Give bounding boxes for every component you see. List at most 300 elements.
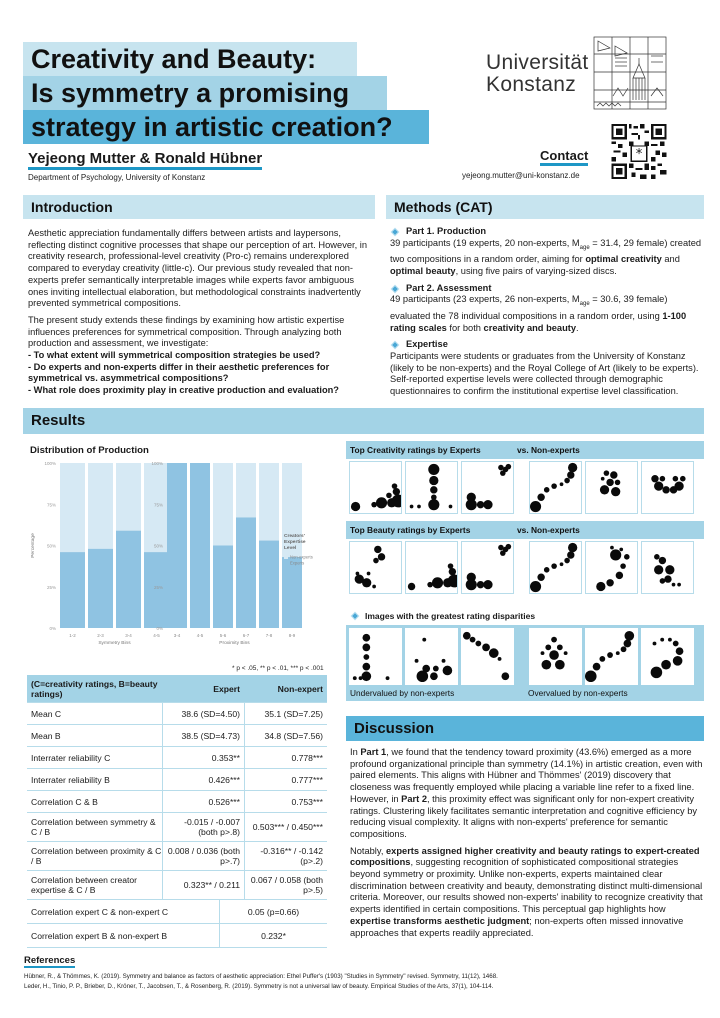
references-heading: References: [24, 955, 76, 966]
disc: [362, 578, 371, 587]
university-name: [486, 51, 589, 96]
table-header-row: [27, 675, 327, 703]
table-cell: Correlation between symmetry & C / B: [31, 817, 156, 837]
legend-entry: Non-experts: [290, 554, 313, 560]
disc-composition-icon: [642, 542, 693, 593]
disc: [429, 476, 438, 485]
disc: [610, 471, 617, 478]
contact-heading: Contact: [540, 148, 588, 166]
disc: [567, 551, 574, 558]
references-list: [24, 972, 714, 992]
text: expertise transforms aesthetic judgment: [350, 915, 530, 926]
disc: [611, 487, 620, 496]
disc: [506, 464, 512, 470]
introduction-heading: Introduction: [23, 195, 375, 219]
methods-item-title: Expertise: [406, 339, 448, 350]
x-tick-label: 6-7: [242, 633, 250, 638]
bar-non-experts-1-2: [60, 463, 85, 552]
disc: [585, 670, 597, 682]
bar-experts-3-4: [167, 463, 187, 628]
x-tick-label: 4-5: [196, 633, 204, 638]
disc: [351, 502, 360, 511]
table-cell: 0.067 / 0.058 (both p>.5): [244, 871, 327, 899]
creativity-thumbnail: [585, 461, 638, 514]
text: = 30.6, 39 female) evaluated the 78 individual compositions in a random order, using: [390, 294, 668, 321]
text: , we found that the tendency toward proximity (43.6%) emerged as a more profound organizational principle than symmetry (14.1%) in artistic creation, even with paired elements. This aligns with Hübner and Thömmes' (2019) discovery that closeness was frequently employed while placing a variable line refer to a fixed line. However, in: [350, 747, 703, 804]
y-tick-label: 0%: [49, 626, 56, 631]
disc: [542, 660, 552, 670]
text: 39 participants (19 experts, 20 non-experts, M: [390, 237, 580, 248]
disc: [482, 643, 490, 651]
disc: [680, 476, 686, 482]
university-line-1: Universität: [486, 51, 589, 74]
creativity-thumbnail: [349, 461, 402, 514]
disc: [596, 582, 605, 591]
methods-item-expertise: [390, 339, 704, 398]
significance-note: * p < .05, ** p < .01, *** p < .001: [232, 665, 324, 672]
disc: [392, 483, 398, 489]
svg-text:*: *: [635, 147, 643, 163]
table-row: [27, 871, 327, 900]
table-cell: 0.05 (p=0.66): [219, 900, 327, 923]
x-tick-label: 7-8: [265, 633, 273, 638]
table-row: [27, 900, 327, 924]
text: , suggesting recognition of sophisticated compositional strategies beyond symmetry or proximity. Unlike non-experts, experts maintained clear discrimination between creativity and beauty, demonstrating distinct multi-dimensional criteria. Moreover, our results showed non-experts' inability to recognize creativity that experts identified in certain compositions. This perceptual gap highlights how: [350, 857, 703, 915]
disc: [615, 480, 621, 486]
disc: [483, 580, 492, 589]
text: = 31.4, 29 female) created two compositions in a random order, aiming for: [390, 237, 702, 265]
x-tick-label: 5-6: [219, 633, 227, 638]
disc: [665, 565, 674, 574]
table-cell: 0.426***: [162, 769, 244, 790]
authors: Yejeong Mutter & Ronald Hübner: [28, 150, 262, 170]
disc: [506, 544, 512, 550]
disc-composition-icon: [529, 628, 582, 685]
text: Part 2: [401, 793, 427, 804]
reference-item: Leder, H., Tinio, P. P., Brieber, D., Kröner, T., Jacobsen, T., & Rosenberg, R. (2019). Symmetry is not a universal law of beauty. Empirical Studies of the Arts, 37(1), 104-114.: [24, 983, 494, 990]
disc: [415, 659, 419, 663]
diamond-bullet-icon: [391, 284, 399, 292]
bar-non-experts-5-6: [213, 463, 233, 546]
creativity-experts-label: Top Creativity ratings by Experts: [350, 445, 481, 455]
bar-non-experts-7-8: [259, 463, 279, 541]
disc: [610, 549, 621, 560]
disc: [544, 567, 550, 573]
disc: [463, 632, 471, 640]
disc: [489, 648, 499, 658]
disc: [537, 494, 544, 501]
y-tick-label: 100%: [151, 461, 163, 466]
disc-composition-icon: [586, 462, 637, 513]
disc: [549, 650, 559, 660]
disc: [393, 488, 400, 495]
disc: [433, 666, 439, 672]
disc: [560, 482, 564, 486]
disc: [367, 572, 371, 576]
table-cell: 0.008 / 0.036 (both p>.7): [162, 842, 244, 870]
diamond-bullet-icon: [391, 341, 399, 349]
disc: [500, 550, 506, 556]
legend-swatch-experts: [284, 561, 288, 565]
creativity-thumbnail: [461, 461, 514, 514]
disc: [362, 634, 370, 642]
qr-code-icon[interactable]: [611, 124, 667, 179]
disc: [378, 553, 385, 560]
disc: [477, 501, 484, 508]
title-line-3: strategy in artistic creation?: [23, 110, 429, 144]
disparity-thumbnail: [349, 628, 402, 685]
disc-composition-icon: [585, 628, 638, 685]
disc: [673, 641, 679, 647]
text: 49 participants (23 experts, 26 non-experts, M: [390, 294, 580, 305]
beauty-thumbnail: [405, 541, 458, 594]
disc: [362, 671, 372, 681]
methods-item-assessment: [390, 283, 704, 335]
table-cell: 0.323** / 0.211: [162, 871, 244, 899]
disc: [660, 578, 666, 584]
text: experts assigned higher creativity and beauty ratings to expert-created compositions: [350, 845, 700, 868]
statistics-table: [27, 675, 327, 948]
distribution-chart: [28, 460, 338, 660]
disc: [551, 483, 557, 489]
legend-title: Creators': [284, 534, 305, 539]
table-row: [27, 769, 327, 791]
disc: [607, 652, 613, 658]
x-axis-label: Symmetry Bins: [98, 641, 131, 646]
table-row: [27, 813, 327, 842]
disc: [668, 638, 672, 642]
disc: [422, 638, 426, 642]
legend-title: Level: [284, 546, 297, 551]
disc: [651, 667, 663, 679]
table-cell: Mean C: [31, 708, 62, 719]
creativity-thumbnail: [641, 461, 694, 514]
disc-composition-icon: [462, 542, 513, 593]
x-tick-label: 3-4: [125, 633, 132, 638]
disparities-heading: [350, 611, 535, 621]
beauty-thumbnail: [349, 541, 402, 594]
x-tick-label: 4-5: [153, 633, 160, 638]
diamond-bullet-icon: [351, 612, 359, 620]
disparity-thumbnail: [641, 628, 694, 685]
disc: [386, 493, 392, 499]
table-cell: 38.5 (SD=4.73): [162, 725, 244, 746]
disc: [564, 558, 570, 564]
disc-composition-icon: [530, 462, 581, 513]
bar-experts-7-8: [259, 541, 279, 628]
text: optimal creativity: [585, 254, 662, 265]
discussion-paragraph-2: [350, 846, 704, 940]
table-cell: 0.503*** / 0.450***: [244, 813, 327, 841]
research-question: - What role does proximity play in creative production and evaluation?: [28, 385, 339, 396]
text: and: [661, 254, 680, 265]
table-cell: Correlation expert B & non-expert B: [31, 930, 168, 941]
research-question: - To what extent will symmetrical composition strategies be used?: [28, 350, 321, 361]
disc: [408, 583, 415, 590]
disc: [356, 572, 360, 576]
research-question: - Do experts and non-experts differ in their aesthetic preferences for symmetrical vs. asymmetrical compositions?: [28, 361, 330, 384]
table-cell: 0.777***: [244, 769, 327, 790]
disc: [544, 487, 550, 493]
text: creativity and beauty: [483, 322, 577, 333]
disc: [654, 554, 660, 560]
table-cell: 0.778***: [244, 747, 327, 768]
disc: [606, 479, 613, 486]
table-cell: Correlation between creator expertise & C / B: [31, 875, 138, 895]
table-row: [27, 842, 327, 871]
text: , this proximity effect was significant only for non-expert creativity ratings. Clustering likely facilitates semantic interpretation and cognitive efficiency by reducing visual complexity. It aligns with non-experts' preference for semantic compositions.: [350, 793, 698, 839]
table-cell: Correlation expert C & non-expert C: [31, 906, 169, 917]
table-row: [27, 747, 327, 769]
disc: [616, 572, 623, 579]
disc: [432, 577, 443, 588]
disc: [466, 499, 477, 510]
y-axis-label: Percentage: [31, 533, 36, 558]
table-cell: 0.353**: [162, 747, 244, 768]
disc: [624, 640, 632, 648]
title-line-1: Creativity and Beauty:: [23, 42, 357, 76]
bar-experts-4-5: [190, 463, 210, 628]
disparity-thumbnail: [461, 628, 514, 685]
disc: [651, 475, 658, 482]
disc: [673, 476, 679, 482]
disc: [625, 631, 635, 641]
disc: [606, 579, 613, 586]
disc: [653, 642, 657, 646]
creativity-thumbnail: [529, 461, 582, 514]
creativity-thumbnail: [405, 461, 458, 514]
methods-item-title: Part 2. Assessment: [406, 282, 492, 293]
legend-title: Expertise: [284, 540, 306, 545]
disc: [501, 672, 509, 680]
disc: [660, 638, 664, 642]
disc: [604, 470, 610, 476]
bar-experts-6-7: [236, 517, 256, 628]
disparity-thumbnail: [405, 628, 458, 685]
methods-body: [390, 226, 704, 403]
table-row: [27, 791, 327, 813]
disc-composition-icon: [461, 628, 514, 685]
disc: [386, 676, 390, 680]
disc: [677, 583, 681, 587]
y-tick-label: 0%: [156, 626, 163, 631]
bar-experts-2-3: [88, 549, 113, 628]
table-cell: 34.8 (SD=7.56): [244, 725, 327, 746]
text: ; non-experts often missed innovative approaches that experts readily appreciated.: [350, 915, 684, 938]
methods-heading: Methods (CAT): [386, 195, 704, 219]
table-cell: -0.015 / -0.007 (both p>.8): [162, 813, 244, 841]
disc: [545, 644, 551, 650]
disc: [555, 660, 565, 670]
y-tick-label: 75%: [153, 502, 163, 508]
disc: [568, 543, 577, 552]
disparity-thumbnail: [585, 628, 638, 685]
text: age: [579, 244, 590, 251]
disc: [670, 486, 677, 493]
disc: [498, 657, 502, 661]
disc: [417, 670, 429, 682]
disc: [560, 562, 564, 566]
disc: [363, 654, 369, 660]
disc-composition-icon: [350, 462, 401, 513]
university-line-2: Konstanz: [486, 73, 576, 96]
disc: [530, 581, 541, 592]
table-cell: 0.753***: [244, 791, 327, 812]
results-heading: Results: [23, 408, 704, 434]
disc: [662, 486, 669, 493]
bar-experts-5-6: [213, 546, 233, 629]
table-row: [27, 703, 327, 725]
reference-item: Hübner, R., & Thömmes, K. (2019). Symmetry and balance as factors of aesthetic appreciation: Ethel Puffer's (1903) "Studies in Symmetry" revised. Symmetry, 11(12), 1468.: [24, 973, 498, 980]
discussion-body: [350, 747, 704, 944]
disc: [673, 656, 683, 666]
discussion-heading: Discussion: [346, 716, 704, 741]
disc: [500, 470, 506, 476]
y-tick-label: 100%: [44, 461, 56, 466]
disc: [601, 477, 605, 481]
disc: [551, 637, 557, 643]
table-cell: 0.526***: [162, 791, 244, 812]
beauty-nonexperts-label: vs. Non-experts: [517, 525, 580, 535]
disc: [593, 663, 601, 671]
disc: [483, 500, 492, 509]
table-header-cell: (C=creativity ratings, B=beauty ratings): [31, 678, 158, 699]
disc: [616, 651, 620, 655]
disc: [537, 574, 544, 581]
beauty-thumbnail: [529, 541, 582, 594]
disc: [600, 485, 609, 494]
disc: [376, 497, 387, 508]
disc: [372, 585, 376, 589]
disc: [443, 666, 453, 676]
department: Department of Psychology, University of Konstanz: [28, 173, 206, 182]
disc: [362, 643, 370, 651]
x-tick-label: 3-4: [173, 633, 181, 638]
university-logo-icon: [593, 36, 667, 110]
discussion-paragraph-1: [350, 747, 704, 841]
intro-paragraph-1: Aesthetic appreciation fundamentally differs between artists and laypersons, reflecting distinct cognitive processes that shape our perception of art. However, in creativity research, professional-level creativity (Pro-c) remains underexplored compared to everyday creativity (little-c). Our previous study revealed that non-experts prefer semantically interpretable images while experts favor ambiguous ones inviting intellectual elaboration, but methodological constraints inadvertently prevented symmetrical compositions.: [28, 228, 368, 309]
disc: [610, 546, 614, 550]
bar-non-experts-6-7: [236, 463, 256, 517]
disc: [449, 505, 453, 509]
y-tick-label: 50%: [46, 543, 56, 549]
beauty-thumbnail: [641, 541, 694, 594]
disc-composition-icon: [406, 462, 457, 513]
disc: [621, 646, 627, 652]
disc-composition-icon: [642, 462, 693, 513]
table-header-cell: Expert: [213, 683, 240, 694]
table-cell: 38.6 (SD=4.50): [162, 703, 244, 724]
text: .: [576, 322, 579, 333]
disc: [530, 501, 541, 512]
disc: [362, 663, 370, 671]
disc: [659, 557, 666, 564]
text: Notably,: [350, 845, 386, 856]
table-cell: 35.1 (SD=7.25): [244, 703, 327, 724]
contact-email[interactable]: yejeong.mutter@uni-konstanz.de: [462, 171, 580, 180]
table-cell: Correlation between proximity & C / B: [31, 846, 162, 866]
table-cell: -0.316** / -0.142 (p>.2): [244, 842, 327, 870]
table-cell: Correlation C & B: [31, 796, 98, 807]
bar-experts-3-4: [116, 531, 141, 628]
intro-paragraph-2: The present study extends these findings by examining how artistic expertise influences preferences for symmetrical composition. Through analyzing both production and assessment, we investigate:: [28, 314, 345, 349]
text: , using five pairs of varying-sized discs.: [455, 265, 617, 276]
disc-composition-icon: [586, 542, 637, 593]
disc: [557, 644, 563, 650]
disc: [599, 656, 605, 662]
y-tick-label: 75%: [46, 502, 56, 508]
disc: [654, 565, 663, 574]
disc: [564, 651, 568, 655]
bar-experts-4-5: [144, 552, 169, 628]
disc-composition-icon: [641, 628, 694, 685]
bar-non-experts-4-5: [144, 463, 169, 552]
disc: [672, 583, 676, 587]
disc: [564, 478, 570, 484]
introduction-body: [28, 228, 374, 397]
text: Participants were students or graduates from the University of Konstanz (likely to be non-experts) and the Royal College of Art (likely to be experts). Self-reported expertise levels were collected through demographic questionnaires to confirm the institutional expertise level classification.: [390, 351, 699, 397]
disc: [619, 548, 623, 552]
disc: [374, 546, 381, 553]
diamond-bullet-icon: [391, 228, 399, 236]
disc-composition-icon: [405, 628, 458, 685]
table-cell: Interrater reliability C: [31, 752, 111, 763]
disc: [661, 660, 671, 670]
bar-experts-8-9: [282, 557, 305, 628]
disc: [620, 563, 626, 569]
disc: [466, 579, 477, 590]
disc: [660, 476, 666, 482]
undervalued-label: Undervalued by non-experts: [350, 688, 455, 698]
disc: [624, 554, 630, 560]
disc: [676, 647, 684, 655]
disc: [541, 651, 545, 655]
text: for both: [446, 322, 484, 333]
disc: [428, 499, 439, 510]
disc: [410, 505, 414, 509]
disc-composition-icon: [350, 542, 401, 593]
table-cell: Mean B: [31, 730, 61, 741]
methods-item-production: [390, 226, 704, 278]
creativity-nonexperts-label: vs. Non-experts: [517, 445, 580, 455]
table-cell: 0.232*: [219, 924, 327, 947]
x-tick-label: 8-9: [288, 633, 296, 638]
text: 1-100 rating scales: [390, 310, 687, 333]
disc: [442, 659, 446, 663]
disc: [470, 637, 476, 643]
disc-composition-icon: [349, 628, 402, 685]
y-tick-label: 25%: [153, 584, 163, 590]
disc-composition-icon: [530, 542, 581, 593]
text: In: [350, 747, 361, 757]
disc-composition-icon: [406, 542, 457, 593]
table-cell: Interrater reliability B: [31, 774, 110, 785]
disc: [475, 641, 481, 647]
table-row: [27, 725, 327, 747]
text: optimal beauty: [390, 265, 456, 276]
legend-entry: Experts: [290, 560, 305, 566]
disc: [567, 471, 574, 478]
title-line-2: Is symmetry a promising: [23, 76, 387, 110]
bar-non-experts-2-3: [88, 463, 113, 549]
disc: [477, 581, 484, 588]
overvalued-label: Overvalued by non-experts: [528, 688, 628, 698]
disc: [430, 672, 438, 680]
disc: [353, 676, 357, 680]
chart-title: Distribution of Production: [30, 445, 149, 456]
x-tick-label: 1-2: [69, 633, 76, 638]
disc: [359, 676, 363, 680]
